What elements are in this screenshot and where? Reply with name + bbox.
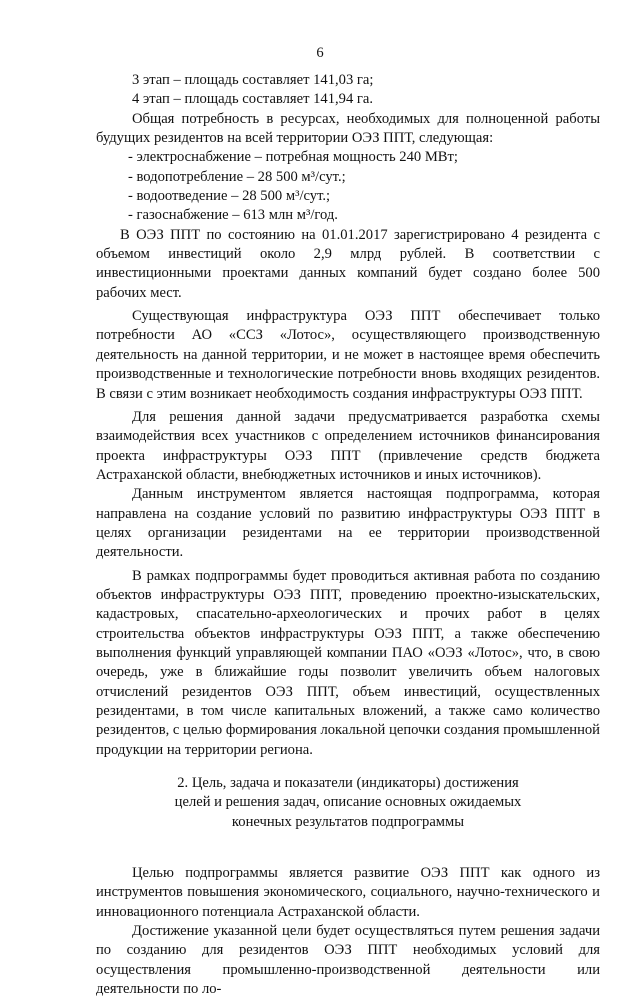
resources-intro-paragraph: Общая потребность в ресурсах, необходимых для полноценной работы будущих резидентов на всей территории ОЭЗ ППТ, следующая: xyxy=(96,110,600,147)
resource-item-water-supply: - водопотребление – 28 500 м³/сут.; xyxy=(128,168,346,185)
page-number: 6 xyxy=(316,45,324,61)
resource-item-gas: - газоснабжение – 613 млн м³/год. xyxy=(128,207,338,224)
interaction-scheme-paragraph: Для решения данной задачи предусматривается разработка схемы взаимодействия всех участников с определением источников финансирования проекта инфраструктуры ОЭЗ ППТ (привлечение средств бюджета Астраханской области, внебюджетных источников и иных источников). xyxy=(96,408,600,483)
stage-4-line: 4 этап – площадь составляет 141,94 га. xyxy=(132,91,374,108)
residents-paragraph: В ОЭЗ ППТ по состоянию на 01.01.2017 зарегистрировано 4 резидента с объемом инвестиций около 2,9 млрд рублей. В соответствии с инвестиционными проектами данных компаний будет создано более 500 рабочих мест. xyxy=(96,226,600,301)
section-heading-line: 2. Цель, задача и показатели (индикаторы) достижения xyxy=(177,775,519,792)
resource-item-water-disposal: - водоотведение – 28 500 м³/сут.; xyxy=(128,188,331,205)
section-heading-line: конечных результатов подпрограммы xyxy=(231,813,465,830)
goal-achievement-paragraph: Достижение указанной цели будет осуществляться путем решения задачи по созданию для резидентов ОЭЗ ППТ необходимых условий для осуществления промышленно-производственной деятельности или деятельности по ло- xyxy=(96,923,600,998)
section-heading-line: целей и решения задач, описание основных ожидаемых xyxy=(174,794,522,811)
section-heading xyxy=(96,774,600,832)
document-body xyxy=(96,71,600,999)
stage-3-line: 3 этап – площадь составляет 141,03 га; xyxy=(132,72,374,88)
subprogram-work-paragraph: В рамках подпрограммы будет проводиться активная работа по созданию объектов инфраструктуры ОЭЗ ППТ, проведению проектно-изыскательских, кадастровых, спасательно-археологических и прочих работ в целях строительства объектов инфраструктуры ОЭЗ ППТ, а также обеспечению выполнения функций управляющей компании ПАО «ОЭЗ «Лотос», что, в свою очередь, уже в ближайшие годы позволит увеличить объем налоговых отчислений резидентов ОЭЗ ППТ, объем инвестиций, осуществленных резидентами, в том числе капитальных вложений, а также само количество резидентов, с целью формирования локальной цепочки создания промышленной продукции на территории региона. xyxy=(96,567,600,758)
goal-paragraph: Целью подпрограммы является развитие ОЭЗ ППТ как одного из инструментов повышения экономического, социального, научно-технического и инновационного потенциала Астраханской области. xyxy=(96,865,600,920)
infrastructure-paragraph: Существующая инфраструктура ОЭЗ ППТ обеспечивает только потребности АО «ССЗ «Лотос», осуществляющего производственную деятельность на данной территории, и не может в настоящее время обеспечить производственные и технологические потребности вновь входящих резидентов. В связи с этим возникает необходимость создания инфраструктуры ОЭЗ ППТ. xyxy=(96,308,600,402)
resource-item-power: - электроснабжение – потребная мощность 240 МВт; xyxy=(128,149,458,166)
instrument-paragraph: Данным инструментом является настоящая подпрограмма, которая направлена на создание условий по развитию инфраструктуры ОЭЗ ППТ в целях организации резидентами на ее территории производственной деятельности. xyxy=(96,486,600,561)
